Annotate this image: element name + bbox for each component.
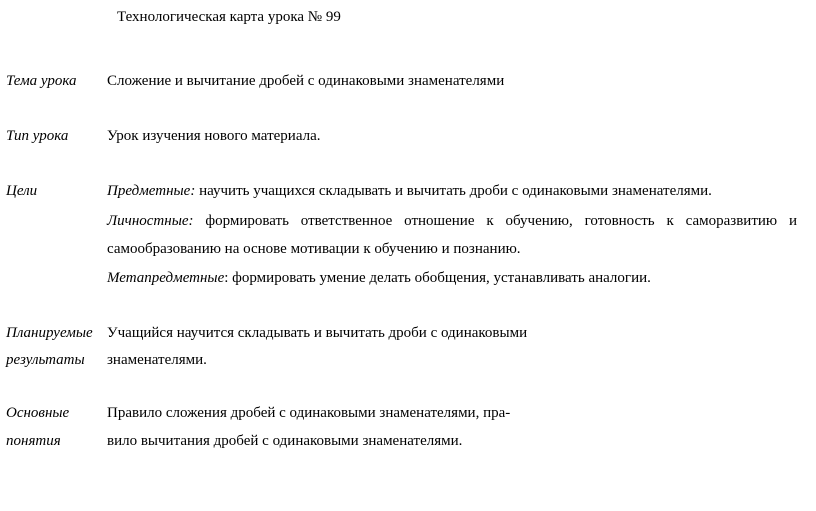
topic-value: Сложение и вычитание дробей с одинаковыми знаменателями xyxy=(107,73,505,89)
results-label-line1: Планируемые xyxy=(6,325,93,341)
goals-label: Цели xyxy=(6,183,38,199)
document-title: Технологическая карта урока № 99 xyxy=(117,9,341,25)
goals-meta xyxy=(107,269,651,287)
concepts-label-line1: Основные xyxy=(6,405,70,421)
type-label: Тип урока xyxy=(6,128,69,144)
concepts-line2: вило вычитания дробей с одинаковыми знаменателями. xyxy=(107,433,463,449)
goals-subject-label: Предметные: xyxy=(107,183,196,199)
results-line2: знаменателями. xyxy=(107,352,207,368)
goals-subject-text: научить учащихся складывать и вычитать дроби с одинаковыми знаменателями. xyxy=(195,183,712,199)
goals-personal-line1 xyxy=(107,212,797,230)
goals-personal-text: формировать ответственное отношение к обучению, готовность к саморазвитию и xyxy=(193,213,797,229)
goals-personal-line2: самообразованию на основе мотивации к обучению и познанию. xyxy=(107,241,521,257)
type-value: Урок изучения нового материала. xyxy=(107,128,321,144)
results-line1: Учащийся научится складывать и вычитать дроби с одинаковыми xyxy=(107,325,528,341)
results-label-line2: результаты xyxy=(6,352,85,368)
concepts-line1: Правило сложения дробей с одинаковыми знаменателями, пра- xyxy=(107,405,511,421)
goals-meta-text: : формировать умение делать обобщения, устанавливать аналогии. xyxy=(224,270,651,286)
goals-personal-label: Личностные: xyxy=(107,213,194,229)
topic-label: Тема урока xyxy=(6,73,77,89)
concepts-label-line2: понятия xyxy=(6,433,61,449)
goals-subject xyxy=(107,182,712,200)
goals-meta-label: Метапредметные xyxy=(107,270,225,286)
